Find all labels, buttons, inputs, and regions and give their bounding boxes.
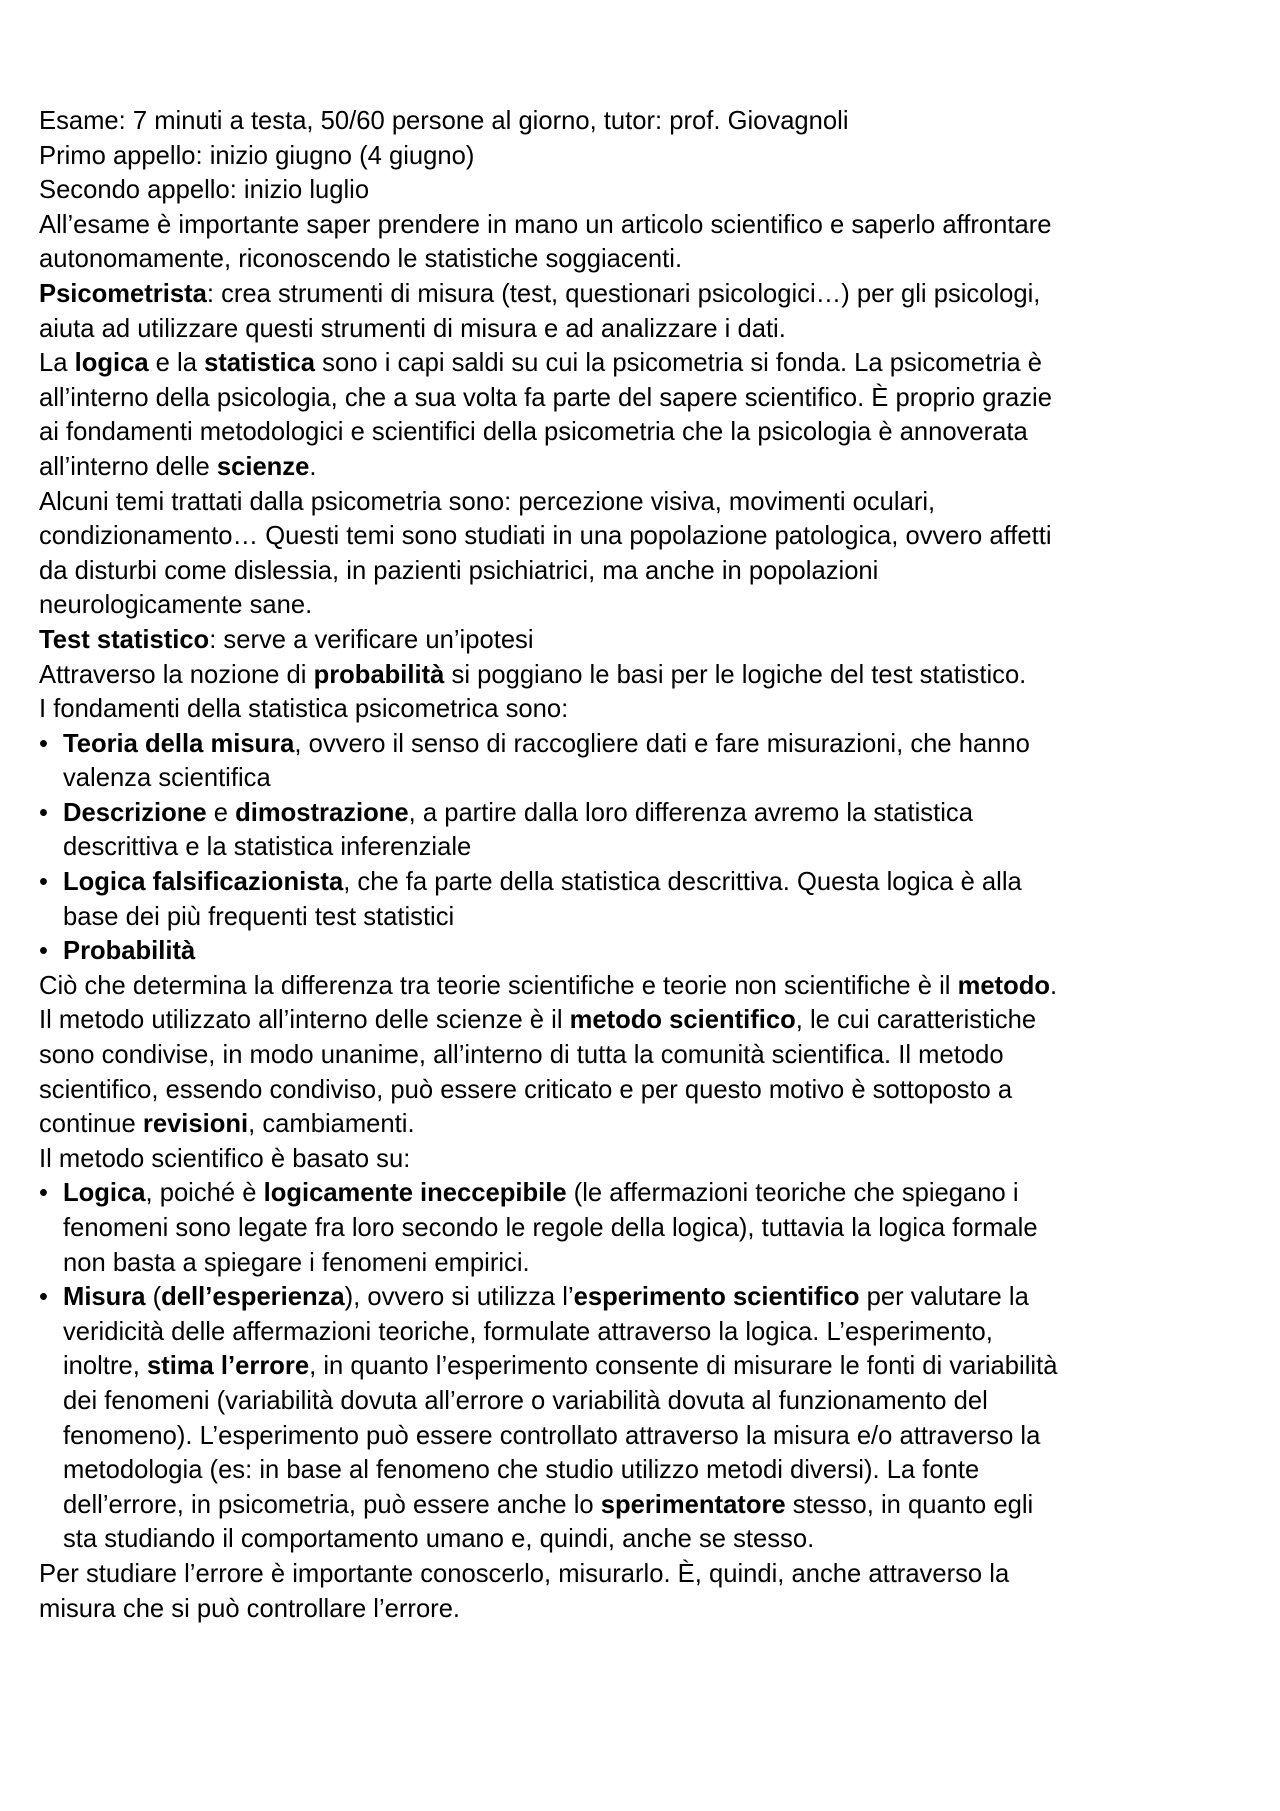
bullet-continuation-line (39, 1453, 1264, 1488)
text-run: Per studiare l’errore è importante conoscerlo, misurarlo. È, quindi, anche attraverso la (39, 1559, 1010, 1588)
bullet-continuation-line (39, 1246, 1264, 1281)
text-run: All’esame è importante saper prendere in mano un articolo scientifico e saperlo affrontare (39, 210, 1052, 239)
text-run: autonomamente, riconoscendo le statistiche soggiacenti. (39, 245, 683, 274)
text-run: . (1049, 971, 1058, 1000)
text-line (39, 1038, 1264, 1073)
text-run: continue (39, 1110, 143, 1139)
bold-term: revisioni (142, 1110, 249, 1139)
text-run: aiuta ad utilizzare questi strumenti di misura e ad analizzare i dati. (39, 314, 786, 343)
text-run: valenza scientifica (63, 764, 271, 793)
bold-term: Descrizione (63, 798, 207, 827)
bold-term: Teoria della misura (63, 729, 295, 758)
text-run: per valutare la (859, 1283, 1029, 1312)
text-run: Primo appello: inizio giugno (4 giugno) (39, 141, 475, 170)
text-run: Il metodo utilizzato all’interno delle scienze è il (39, 1006, 570, 1035)
text-line (39, 519, 1264, 554)
text-run: non basta a spiegare i fenomeni empirici. (63, 1248, 530, 1277)
text-run: sono condivise, in modo unanime, all’interno di tutta la comunità scientifica. Il metodo (39, 1041, 1004, 1070)
text-run: dell’errore, in psicometria, può essere anche lo (63, 1490, 601, 1519)
text-run: Ciò che determina la differenza tra teorie scientifiche e teorie non scientifiche è il (39, 971, 958, 1000)
text-run: metodologia (es: in base al fenomeno che studio utilizzo metodi diversi). La fonte (63, 1456, 980, 1485)
text-run: condizionamento… Questi temi sono studiati in una popolazione patologica, ovvero affetti (39, 522, 1052, 551)
bold-term: metodo (957, 971, 1050, 1000)
text-run: : crea strumenti di misura (test, questionari psicologici…) per gli psicologi, (206, 279, 1041, 308)
bold-term: dimostrazione (235, 798, 409, 827)
text-run: fenomeno). L’esperimento può essere controllato attraverso la misura e/o attraverso la (63, 1421, 1041, 1450)
text-run: . (309, 452, 317, 481)
text-run: scientifico, essendo condiviso, può essere criticato e per questo motivo è sottoposto a (39, 1075, 1013, 1104)
text-run: , in quanto l’esperimento consente di misurare le fonti di variabilità (309, 1352, 1058, 1381)
text-run: stesso, in quanto egli (785, 1490, 1034, 1519)
bold-term: scienze (216, 452, 310, 481)
text-run: e (206, 798, 236, 827)
text-run: ai fondamenti metodologici e scientifici della psicometria che la psicologia è annoverata (39, 418, 1028, 447)
text-line (39, 554, 1264, 589)
bullet-continuation-line (39, 1315, 1264, 1350)
text-run: , le cui caratteristiche (795, 1006, 1037, 1035)
bullet-item (39, 1280, 1264, 1315)
text-line (39, 450, 1264, 485)
text-run: La (39, 349, 75, 378)
text-run: , poiché è (145, 1179, 264, 1208)
bold-term: dell’esperienza (161, 1283, 345, 1312)
text-run: sono i capi saldi su cui la psicometria si fonda. La psicometria è (315, 349, 1042, 378)
text-run: , che fa parte della statistica descrittiva. Questa logica è alla (343, 868, 1022, 897)
text-line (39, 1003, 1264, 1038)
bullet-item (39, 727, 1264, 762)
text-line (39, 381, 1264, 416)
text-line (39, 104, 1264, 139)
bullet-continuation-line (39, 1384, 1264, 1419)
text-run: , ovvero il senso di raccogliere dati e fare misurazioni, che hanno (294, 729, 1030, 758)
bullet-continuation-line (39, 1522, 1264, 1557)
bold-term: esperimento scientifico (573, 1283, 860, 1312)
bold-term: logica (74, 349, 149, 378)
bullet-continuation-line (39, 1349, 1264, 1384)
text-line (39, 658, 1264, 693)
bullet-continuation-line (39, 761, 1264, 796)
bold-term: probabilità (313, 660, 445, 689)
text-run: (le affermazioni teoriche che spiegano i (566, 1179, 1019, 1208)
text-line (39, 588, 1264, 623)
bullet-icon: • (39, 868, 48, 897)
bold-term: Misura (63, 1283, 146, 1312)
text-line (39, 1142, 1264, 1177)
bullet-item (39, 796, 1264, 831)
text-run: veridicità delle affermazioni teoriche, formulate attraverso la logica. L’esperimento, (63, 1317, 993, 1346)
text-run: descrittiva e la statistica inferenziale (63, 833, 472, 862)
text-run: all’interno della psicologia, che a sua volta fa parte del sapere scientifico. È proprio grazie (39, 383, 1052, 412)
bullet-item (39, 934, 1264, 969)
text-run: all’interno delle (39, 452, 217, 481)
text-line (39, 692, 1264, 727)
text-line (39, 623, 1264, 658)
text-run: ), ovvero si utilizza l’ (344, 1283, 574, 1312)
bullet-continuation-line (39, 900, 1264, 935)
bold-term: metodo scientifico (569, 1006, 796, 1035)
bullet-icon: • (39, 798, 48, 827)
text-run: Alcuni temi trattati dalla psicometria sono: percezione visiva, movimenti oculari, (39, 487, 936, 516)
text-run: si poggiano le basi per le logiche del test statistico. (444, 660, 1027, 689)
text-line (39, 969, 1264, 1004)
text-run: e la (148, 349, 205, 378)
text-line (39, 1107, 1264, 1142)
bold-term: Logica falsificazionista (63, 868, 344, 897)
text-run: : serve a verificare un’ipotesi (209, 625, 534, 654)
text-line (39, 173, 1264, 208)
bold-term: stima l’errore (146, 1352, 310, 1381)
bullet-icon: • (39, 1283, 48, 1312)
bold-term: logicamente ineccepibile (263, 1179, 567, 1208)
bold-term: Psicometrista (39, 279, 207, 308)
text-run: misura che si può controllare l’errore. (39, 1594, 461, 1623)
text-line (39, 208, 1264, 243)
text-run: , cambiamenti. (248, 1110, 415, 1139)
bullet-icon: • (39, 937, 48, 966)
text-run: Il metodo scientifico è basato su: (39, 1144, 411, 1173)
text-run: ( (145, 1283, 162, 1312)
bullet-item (39, 1176, 1264, 1211)
text-run: Attraverso la nozione di (39, 660, 314, 689)
bold-term: Logica (63, 1179, 146, 1208)
text-run: inoltre, (63, 1352, 147, 1381)
text-run: , a partire dalla loro differenza avremo la statistica (408, 798, 973, 827)
text-line (39, 242, 1264, 277)
text-run: Esame: 7 minuti a testa, 50/60 persone al giorno, tutor: prof. Giovagnoli (39, 107, 849, 135)
bullet-item (39, 865, 1264, 900)
text-line (39, 277, 1264, 312)
text-line (39, 485, 1264, 520)
text-run: dei fenomeni (variabilità dovuta all’errore o variabilità dovuta al funzionamento del (63, 1386, 988, 1415)
bullet-continuation-line (39, 1419, 1264, 1454)
bold-term: statistica (204, 349, 316, 378)
text-run: base dei più frequenti test statistici (63, 902, 455, 931)
text-run: fenomeni sono legate fra loro secondo le regole della logica), tuttavia la logica formale (63, 1214, 1038, 1242)
bullet-icon: • (39, 729, 48, 758)
text-line (39, 1592, 1264, 1627)
bullet-continuation-line (39, 1488, 1264, 1523)
text-run: I fondamenti della statistica psicometrica sono: (39, 695, 569, 724)
document-page (39, 104, 1264, 1626)
text-line (39, 1073, 1264, 1108)
bold-term: Test statistico (39, 625, 210, 654)
bullet-icon: • (39, 1179, 48, 1208)
text-run: neurologicamente sane. (39, 591, 313, 620)
text-run: da disturbi come dislessia, in pazienti psichiatrici, ma anche in popolazioni (39, 556, 879, 585)
text-line (39, 312, 1264, 347)
text-line (39, 139, 1264, 174)
bullet-continuation-line (39, 830, 1264, 865)
text-line (39, 346, 1264, 381)
text-line (39, 1557, 1264, 1592)
bold-term: Probabilità (63, 937, 196, 966)
text-line (39, 415, 1264, 450)
bold-term: sperimentatore (600, 1490, 786, 1519)
text-run: Secondo appello: inizio luglio (39, 176, 370, 205)
text-run: sta studiando il comportamento umano e, quindi, anche se stesso. (63, 1525, 815, 1554)
bullet-continuation-line (39, 1211, 1264, 1246)
